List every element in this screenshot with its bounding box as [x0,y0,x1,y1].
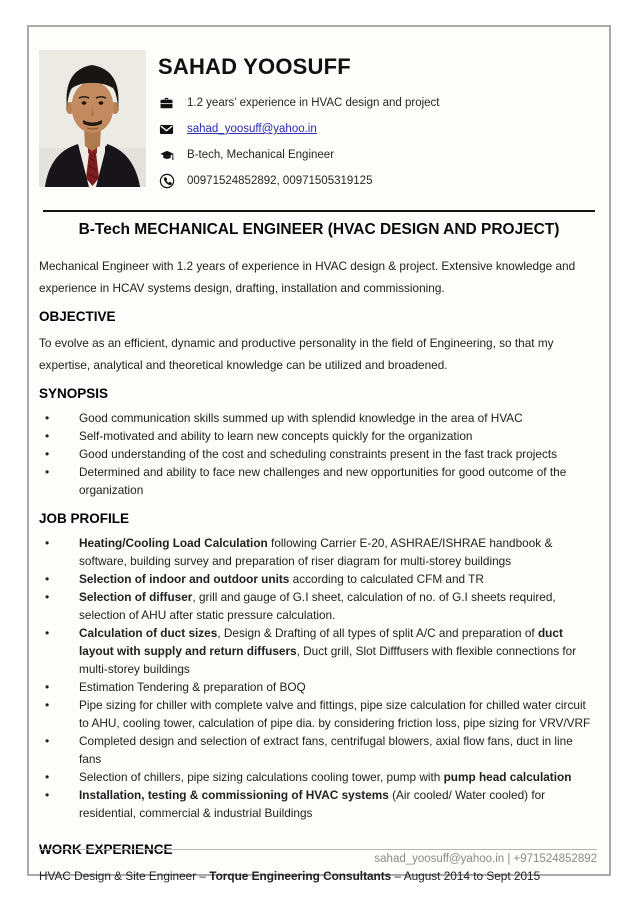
list-item [39,588,599,624]
bullet-icon: • [45,447,50,461]
bullet-icon: • [45,788,50,802]
text-segment: Determined and ability to face new challenges and new opportunities for good outcome of the organization [79,465,567,497]
text-segment: Good communication skills summed up with splendid knowledge in the area of HVAC [79,411,523,425]
resume-document [27,25,611,883]
list-item [39,534,599,570]
text-segment: Estimation Tendering & preparation of BOQ [79,680,306,694]
bullet-icon: • [45,734,50,748]
person-name: SAHAD YOOSUFF [158,54,351,79]
section-heading-synopsis: SYNOPSIS [39,386,109,401]
text-segment: according to calculated CFM and TR [289,572,484,586]
bullet-icon: • [45,536,50,550]
list-item-text [79,588,599,624]
list-item [39,624,599,678]
education-text: B-tech, Mechanical Engineer [187,149,335,161]
text-segment: Completed design and selection of extract fans, centrifugal blowers, axial flow fans, duct in line fans [79,734,573,766]
synopsis-list [39,409,599,499]
text-segment: following Carrier E-20, ASHRAE/ISHRAE handbook & software, building survey and preparation of riser diagram for multi-storey buildings [79,536,553,568]
resume-title: B-Tech MECHANICAL ENGINEER (HVAC DESIGN AND PROJECT) [78,221,560,238]
text-segment: HVAC Design & Site Engineer – [39,869,210,883]
bold-text-segment: Selection of diffuser [79,590,193,604]
email-link[interactable]: sahad_yoosuff@yahoo.in [187,123,317,135]
list-item [39,678,599,696]
header-divider [43,210,595,212]
phone-icon [158,173,175,189]
email-row [158,116,440,142]
envelope-icon [158,122,175,137]
list-item-text [79,427,599,445]
section-heading-objective: OBJECTIVE [39,309,116,324]
list-item [39,445,599,463]
text-segment: Self-motivated and ability to learn new concepts quickly for the organization [79,429,473,443]
section-heading-work-experience: WORK EXPERIENCE [39,842,173,857]
text-segment: Pipe sizing for chiller with complete valve and fittings, pipe size calculation for chilled water circuit to AHU, cooling tower, calculation of pipe dia. by considering friction loss, pipe sizing for VRV/VRF [79,698,591,730]
header-identity [158,50,440,194]
list-item-text [79,463,599,499]
bullet-icon: • [45,590,50,604]
bullet-icon: • [45,680,50,694]
list-item-text [79,696,599,732]
list-item-text [79,624,599,678]
bullet-icon: • [45,429,50,443]
text-segment: Good understanding of the cost and scheduling constraints present in the fast track projects [79,447,558,461]
bullet-icon: • [45,411,50,425]
phone-row [158,168,440,194]
list-item-text [79,732,599,768]
list-item [39,570,599,588]
text-segment: , Duct grill, Slot Difffusers with flexible connections for multi-storey buildings [79,644,577,676]
list-item-text [79,786,599,822]
profile-photo [39,50,146,187]
bold-text-segment: Installation, testing & commissioning of HVAC systems [79,788,389,802]
job-profile-list [39,534,599,822]
list-item-text [79,534,599,570]
summary-text: Mechanical Engineer with 1.2 years of experience in HVAC design & project. Extensive knowledge and experience in HCAV systems design, drafting, installation and commissioning. [39,259,576,295]
page-footer [39,849,597,872]
bullet-icon: • [45,626,50,640]
list-item-text [79,768,599,786]
bold-text-segment: Torque Engineering Consultants [209,869,392,883]
list-item [39,463,599,499]
list-item-text [79,445,599,463]
list-item [39,409,599,427]
phone-text: 00971524852892, 00971505319125 [187,175,373,187]
bold-text-segment: Selection of indoor and outdoor units [79,572,290,586]
bullet-icon: • [45,572,50,586]
text-segment: , Design & Drafting of all types of split A/C and preparation of [217,626,538,640]
list-item [39,786,599,822]
bullet-icon: • [45,698,50,712]
list-item-text [79,409,599,427]
section-heading-job-profile: JOB PROFILE [39,511,130,526]
text-segment: (Air cooled/ Water cooled) for residential, commercial & industrial Buildings [79,788,546,820]
bullet-icon: • [45,465,50,479]
resume-sections [39,309,599,887]
bold-text-segment: Calculation of duct sizes [79,626,218,640]
contact-list [158,90,440,194]
objective-text [39,332,599,376]
text-segment: Selection of chillers, pipe sizing calculations cooling tower, pump with [79,770,444,784]
text-segment: , grill and gauge of G.I sheet, calculation of no. of G.I sheets required, selection of AHU after static pressure calculation. [79,590,556,622]
list-item-text [79,678,599,696]
briefcase-icon [158,96,175,111]
bold-text-segment: pump head calculation [443,770,572,784]
text-segment: – August 2014 to Sept 2015 [391,869,541,883]
text-segment: To evolve as an efficient, dynamic and productive personality in the field of Engineering, so that my expertise, analytical and theoretical knowledge can be utilized and broadened. [39,336,554,372]
bold-text-segment: Heating/Cooling Load Calculation [79,536,268,550]
list-item [39,696,599,732]
list-item-text [79,570,599,588]
education-row [158,142,440,168]
list-item [39,768,599,786]
graduation-cap-icon [158,148,175,163]
list-item [39,732,599,768]
experience-row [158,90,440,116]
experience-text: 1.2 years’ experience in HVAC design and project [187,97,440,109]
list-item [39,427,599,445]
resume-header [39,27,599,194]
bullet-icon: • [45,770,50,784]
footer-contact-text: sahad_yoosuff@yahoo.in | +971524852892 [374,853,597,865]
bold-text-segment: duct layout with supply and return diffusers [79,626,563,658]
